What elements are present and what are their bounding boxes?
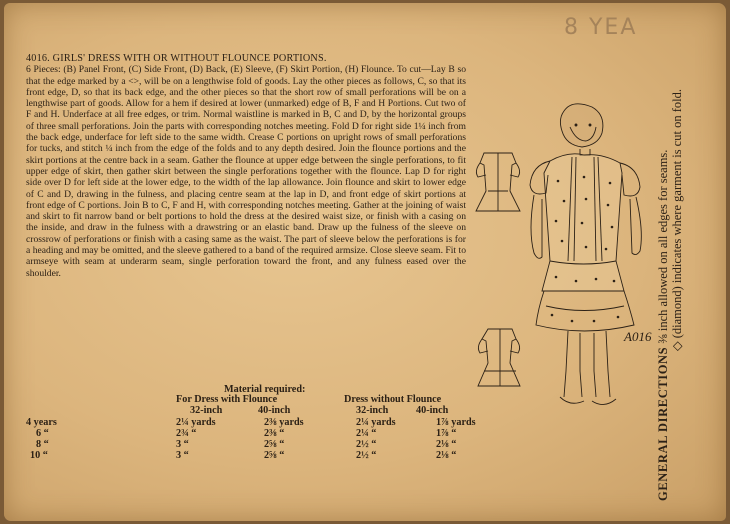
table-row: 8 “ 3 “ 2⅝ “ 2½ “ 2⅛ “ <box>36 439 457 450</box>
pattern-number-label: A016 <box>624 329 652 344</box>
instructions-body: 6 Pieces: (B) Panel Front, (C) Side Front, (D) Back, (E) Sleeve, (F) Skirt Portion, (H) Flounce. To cut—Lay B so that the edge marked by a <>, will be on a lengthwise fold of goods. Lay the other pieces as follows, C, so that its front edge, D, so that its back edge, and the other pieces so that the short row of small perforations will be on a lengthwise part of goods. Allow for a hem if desired at lower (unmarked) edge of B, F and H Portions. Cut two of F and H. Underface at all free edges, or trim. Normal waistline is marked in B, C and D, by the horizontal groups of three small perforations. Join the parts with corresponding notches meeting. Fold D for right side 1¼ inch from the back edge, underface for left side to the same width. Crease C portions on upright rows of small perforations for tucks, and stitch ¼ inch from the edge of the folds and to any depth desired. Join the flounce portions and the skirt portions at the centre back in a seam. Gather the flounce at upper edge between the single perforations, to fit upper edge of skirt, then gather skirt between the single perforations together with the flounce. Lap D for right side over D for left side at the lower edge, to the width of the lap allowance. Join flounce and skirt to lower edge of C and D, drawing in the fulness, and placing centre seam at the lap in D, and front edge of skirt portions at front edge of C portions. Join B to C, F and H, with corresponding notches meeting. Gather at the joining of waist and skirt to fit narrow band or belt portions to hold the dress at the desired waist size, or finish with a casing on the inside, and draw in the fulness with a drawstring or an elastic band. Draw up the fulness of the sleeve on crossrow of perforations or finish with a casing same as the waist. The part of sleeve below the perforations is for a heading and may be omitted, and the sleeve gathered to a band of the required armsize. Close sleeve seam. Fit to armseye with seam at underarm seam, single perforation toward the front, and any fulness eased over the shoulder. <box>26 64 466 279</box>
col-with-40: 40-inch <box>258 405 291 416</box>
table-row: 4 years 2¼ yards 2⅜ yards 2¼ yards 1⅞ yards <box>26 417 476 428</box>
col-with-32: 32-inch <box>190 405 223 416</box>
pattern-envelope <box>4 3 726 521</box>
table-row: 10 “ 3 “ 2⅝ “ 2½ “ 2⅛ “ <box>30 450 457 461</box>
girl-figure <box>530 104 641 405</box>
back-view-top <box>476 153 520 211</box>
back-view-bottom <box>478 329 520 386</box>
general-directions <box>642 55 712 515</box>
seam-allowance-note: ⅜ inch allowed on all edges for seams. <box>656 149 670 344</box>
general-directions-heading: GENERAL DIRECTIONS <box>656 346 670 501</box>
table-row: 6 “ 2¾ “ 2⅜ “ 2¼ “ 1⅞ “ <box>36 428 457 439</box>
col-without-40: 40-inch <box>416 405 449 416</box>
instructions-block <box>26 53 466 279</box>
group-with-flounce: For Dress with Flounce <box>176 394 278 405</box>
fold-note: ◇ (diamond) indicates where garment is cut on fold. <box>670 89 684 351</box>
group-without-flounce: Dress without Flounce <box>344 394 442 405</box>
col-without-32: 32-inch <box>356 405 389 416</box>
size-stamp: 8 YEA <box>564 15 638 40</box>
pattern-title: 4016. GIRLS' DRESS WITH OR WITHOUT FLOUNCE PORTIONS. <box>26 53 327 64</box>
material-title: Material required: <box>224 384 306 395</box>
